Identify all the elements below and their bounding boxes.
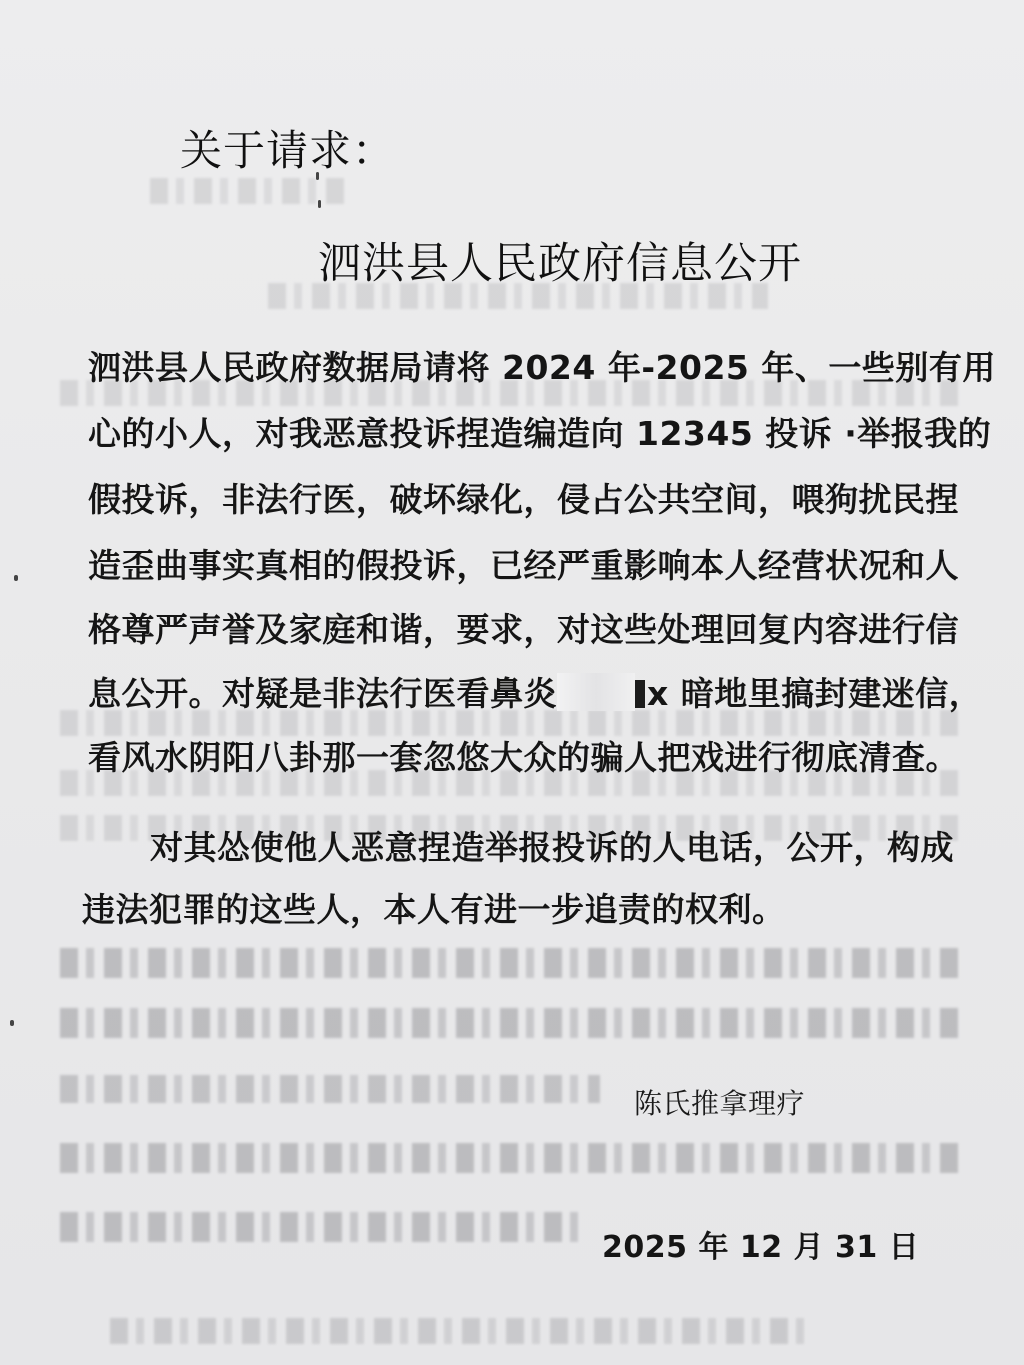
bleed-through-text [60, 1143, 960, 1173]
salutation: 关于请求： [180, 126, 396, 175]
body-line: 泗洪县人民政府数据局请将 2024 年-2025 年、一些别有用 [88, 348, 996, 387]
body-line: 格尊严声誉及家庭和谐，要求，对这些处理回复内容进行信 [88, 610, 959, 649]
bleed-through-text [60, 1075, 600, 1103]
redaction-mark [635, 680, 645, 708]
bleed-through-text [60, 948, 960, 978]
paper-speck [318, 200, 321, 208]
body-line: 心的小人，对我恶意投诉捏造编造向 12345 投诉 ·举报我的 [88, 414, 992, 453]
bleed-through-text [110, 1318, 810, 1344]
signature: 陈氏推拿理疗 [634, 1087, 806, 1120]
paper-speck [14, 575, 18, 581]
bleed-through-text [60, 1008, 960, 1038]
bleed-through-text [60, 1212, 580, 1242]
body-line-segment: 息公开。对疑是非法行医看鼻炎 [88, 674, 557, 713]
body-line: 对其怂使他人恶意捏造举报投诉的人电话，公开，构成 [150, 828, 954, 867]
redacted-area [557, 673, 635, 711]
body-line-redacted [88, 668, 982, 715]
body-line: 造歪曲事实真相的假投诉，已经严重影响本人经营状况和人 [88, 546, 959, 585]
body-line: 看风水阴阳八卦那一套忽悠大众的骗人把戏进行彻底清查。 [88, 738, 959, 777]
document-title: 泗洪县人民政府信息公开 [318, 239, 802, 289]
body-line-segment: x 暗地里搞封建迷信， [647, 674, 983, 713]
body-line: 假投诉，非法行医，破坏绿化，侵占公共空间，喂狗扰民捏 [88, 480, 959, 519]
paper-speck [10, 1020, 14, 1026]
document-date: 2025 年 12 月 31 日 [602, 1230, 920, 1265]
body-line: 违法犯罪的这些人，本人有进一步追责的权利。 [82, 890, 786, 929]
